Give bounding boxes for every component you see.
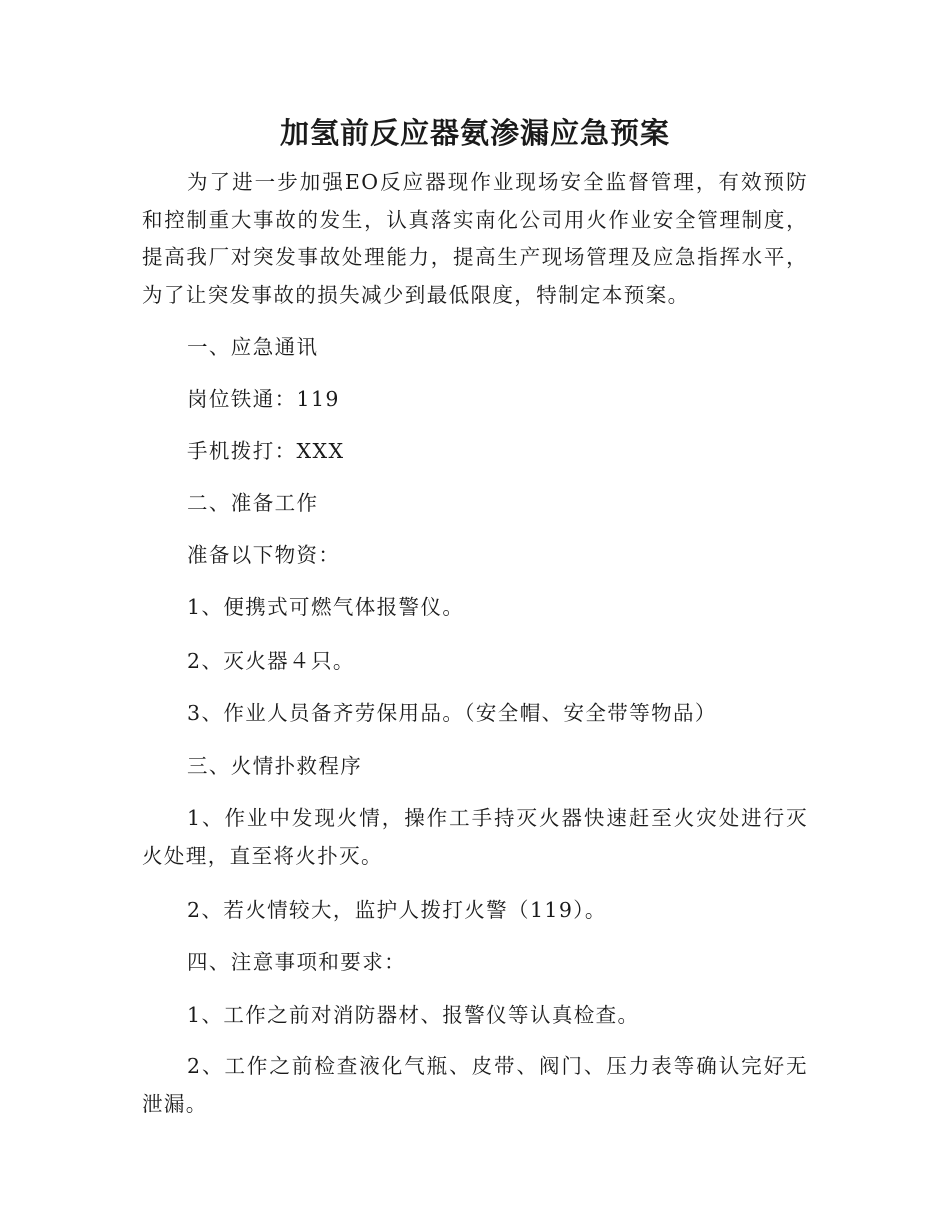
document-title: 加氢前反应器氨渗漏应急预案 [279,116,670,150]
section-4-heading: 四、注意事项和要求： [187,950,406,974]
intro-paragraph: 为了进一步加强EO反应器现作业现场安全监督管理，有效预防和控制重大事故的发生，认真落实南化公司用火作业安全管理制度，提高我厂对突发事故处理能力，提高生产现场管理及应急指挥水平，为了让突发事故的损失减少到最低限度，特制定本预案。 [142,170,808,307]
section-4-item-2: 2、工作之前检查液化气瓶、皮带、阀门、压力表等确认完好无泄漏。 [142,1054,808,1116]
section-2-item-1: 1、便携式可燃气体报警仪。 [187,595,465,619]
section-1-heading: 一、应急通讯 [187,335,319,359]
section-2-item-2: 2、灭火器４只。 [187,649,355,673]
section-2-heading: 二、准备工作 [187,491,319,515]
station-phone-line: 岗位铁通：119 [187,387,340,411]
section-3-item-2: 2、若火情较大，监护人拨打火警（119）。 [187,898,607,922]
section-2-intro: 准备以下物资： [187,543,341,567]
section-4-item-1: 1、工作之前对消防器材、报警仪等认真检查。 [187,1003,640,1027]
section-3-heading: 三、火情扑救程序 [187,754,363,778]
mobile-phone-line: 手机拨打：XXX [187,439,345,463]
section-2-item-3: 3、作业人员备齐劳保用品。（安全帽、安全带等物品） [187,701,717,725]
section-3-item-1: 1、作业中发现火情，操作工手持灭火器快速赶至火灾处进行灭火处理，直至将火扑灭。 [142,806,808,868]
